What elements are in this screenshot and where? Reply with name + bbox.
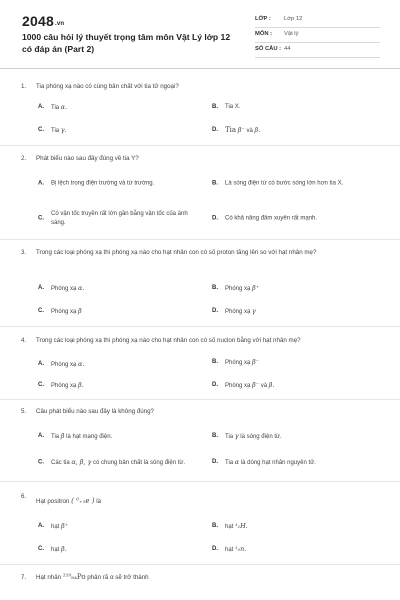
option-math: β⁺ [61,522,69,530]
option-text: Có vận tốc truyền rất lớn gần bằng vận tốc của ánh sáng. [51,211,188,226]
site-logo[interactable] [22,13,64,29]
option-letter: D. [212,308,218,314]
option-text: Phóng xạ [51,286,77,292]
question-text: Phát biểu nào sau đây đúng về tia Y? [36,155,139,162]
option-text-post: là dòng hạt nhân nguyên tử. [240,460,316,466]
option-text: Phóng xạ [51,383,77,389]
subject-label: MÔN : [255,31,273,37]
option-letter: C. [38,215,44,222]
option-math: β. [61,545,67,553]
question-math: ²¹⁰₈₄Po [62,573,86,581]
header-divider [0,68,400,69]
option-text-post: có chung bản chất là sóng điện từ. [93,460,186,466]
option-text: Phóng xạ [225,360,251,366]
question-number: 2. [21,155,27,162]
option-math: ¹₁H. [235,522,248,530]
option-letter: D. [212,127,218,133]
option-text: Tia [51,128,60,134]
option-letter: D. [212,215,218,222]
document-title: 1000 câu hỏi lý thuyết trọng tâm môn Vật Lý lớp 12 có đáp án (Part 2) [22,32,231,54]
option-text: Bị lệch trong điện trường và từ trường. [51,180,155,187]
option-text: Tia [51,105,60,111]
question-text-post: phân rã α sẽ trở thành [87,574,149,581]
option-letter: B. [212,285,218,291]
option-text: Có khả năng đâm xuyên rất mạnh. [225,215,318,222]
question-text: Câu phát biểu nào sau đây là không đúng? [36,408,155,415]
option-text: Tia [225,434,234,440]
option-text: Phóng xạ [225,286,251,292]
option-letter: C. [38,127,44,133]
class-value: Lớp 12 [284,16,303,22]
option-text: Các tia [51,460,70,466]
option-letter: D. [212,382,218,388]
question-number: 1. [21,83,27,90]
question-text: Trong các loại phóng xạ thì phóng xạ nào cho hạt nhân con có số nuclon bằng với hạt nhân mẹ? [36,337,301,344]
option-text-post: là sóng điện từ. [240,434,282,440]
question-divider [0,326,400,327]
option-text: hạt [225,524,234,530]
option-math: γ [252,307,256,315]
option-text: Là sóng điện từ có bước sóng lớn hơn tia X. [225,180,344,187]
option-letter: A. [38,285,44,291]
option-text-post: và [246,128,253,134]
question-number: 5. [21,408,27,415]
question-text-post: là [96,498,102,505]
count-label: SỐ CÂU : [255,46,282,52]
question-divider [0,399,400,400]
question-divider [0,145,400,146]
option-math: α. [78,284,85,292]
option-text: Tia [51,434,60,440]
subject-row [255,28,380,43]
option-letter: A. [38,361,44,367]
option-text-post: và [260,383,268,389]
option-letter: A. [38,180,44,187]
option-math-2: β. [254,126,261,134]
option-letter: C. [38,308,44,314]
option-math-2: β. [268,381,275,389]
option-text: hạt [225,547,234,553]
option-text: Tia X. [225,104,241,110]
option-text: Tia [225,126,237,134]
question-text: Trong các loại phóng xạ thì phóng xạ nào cho hạt nhân con có số proton tăng lên so với hạt nhân mẹ? [36,249,317,256]
question-divider [0,564,400,565]
option-math: α. [60,103,68,111]
question-number: 3. [21,249,27,256]
option-math: β. [78,381,84,389]
option-letter: A. [38,433,44,439]
class-row [255,13,380,28]
option-math: β [60,432,65,440]
option-math: β [78,307,82,315]
count-row [255,43,380,58]
option-letter: A. [38,104,44,110]
class-label: LỚP : [255,16,271,22]
question-text: Tia phóng xạ nào có cùng bản chất với tia tử ngoại? [36,83,179,90]
question-text: Hạt positron [36,498,70,505]
option-letter: B. [212,104,218,110]
option-letter: C. [38,459,44,466]
option-letter: B. [212,359,218,365]
question-text: Hạt nhân [36,574,62,581]
option-letter: B. [212,523,218,529]
option-text: hạt [51,547,60,553]
option-text: Phóng xạ [225,309,251,315]
option-text: Phóng xạ [51,309,77,315]
option-letter: C. [38,546,44,552]
option-math: γ. [60,126,67,134]
option-letter: B. [212,433,218,439]
option-text: Phóng xạ [51,362,77,368]
option-text: Tia [225,460,234,466]
option-math: β⁺ [252,284,260,292]
option-math: β⁻ [237,126,245,134]
option-text: hạt [51,524,60,530]
question-number: 4. [21,337,27,344]
option-math: β⁻ [252,381,260,389]
option-letter: D. [212,459,218,465]
option-letter: C. [38,382,44,388]
option-math: ¹₀n. [235,545,247,553]
option-text-post: là hạt mang điện. [66,434,113,440]
option-math: γ [234,432,239,440]
logo-domain: .vn [54,21,65,27]
option-math: α. [78,360,85,368]
logo-text: 2048 [22,13,54,29]
option-letter: A. [38,523,44,529]
question-divider [0,239,400,240]
question-number: 6. [21,493,27,500]
option-math: α [234,458,240,466]
option-letter: B. [212,180,218,187]
option-math: β⁻ [252,358,260,366]
document-header [0,0,400,68]
option-text: Phóng xạ [225,383,251,389]
question-number: 7. [21,574,27,581]
question-math: ( ⁰₊₁e ) [71,497,95,505]
option-letter: D. [212,546,218,552]
question-divider [0,481,400,482]
subject-value: Vật lý [284,31,299,37]
count-value: 44 [284,46,291,52]
option-math: α, β, γ [71,458,92,466]
